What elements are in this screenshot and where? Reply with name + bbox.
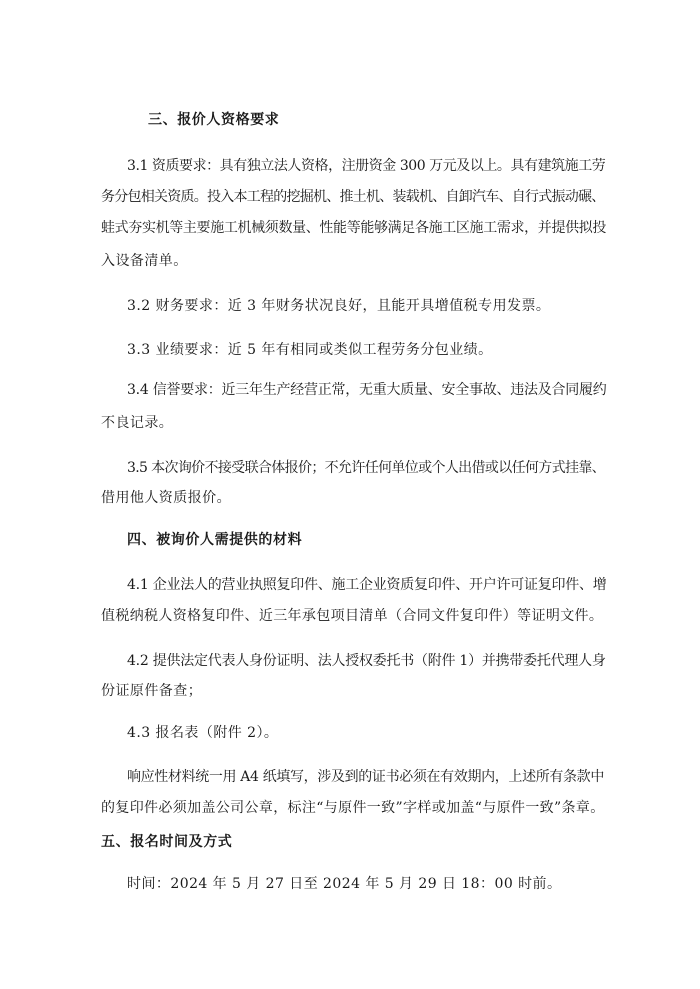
para-3-3: 3.3 业绩要求：近 5 年有相同或类似工程劳务分包业绩。 (127, 342, 493, 358)
para-3-1-line-3: 蛙式夯实机等主要施工机械须数量、性能等能够满足各施工区施工需求，并提供拟投 (101, 220, 607, 236)
para-4-1-line-1: 4.1 企业法人的营业执照复印件、施工企业资质复印件、开户许可证复印件、增 (127, 577, 607, 593)
para-3-1-line-4: 入设备清单。 (101, 253, 188, 269)
para-4-3: 4.3 报名表（附件 2）。 (127, 725, 279, 741)
para-5-1: 时间：2024 年 5 月 27 日至 2024 年 5 月 29 日 18：00 时前。 (127, 876, 562, 892)
para-3-5-line-1: 3.5 本次询价不接受联合体报价；不允许任何单位或个人出借或以任何方式挂靠、 (127, 460, 606, 476)
para-4-2-line-1: 4.2 提供法定代表人身份证明、法人授权委托书（附件 1）并携带委托代理人身 (127, 653, 606, 669)
section-5-heading: 五、报名时间及方式 (101, 834, 233, 850)
section-3-heading: 三、报价人资格要求 (148, 112, 280, 128)
para-3-4-line-1: 3.4 信誉要求：近三年生产经营正常，无重大质量、安全事故、违法及合同履约 (127, 382, 607, 398)
section-4-heading: 四、被询价人需提供的材料 (127, 532, 303, 548)
para-3-1-line-2: 务分包相关资质。投入本工程的挖掘机、推土机、装载机、自卸汽车、自行式振动碾、 (101, 189, 605, 205)
para-3-1-line-1: 3.1 资质要求：具有独立法人资格，注册资金 300 万元及以上。具有建筑施工劳 (127, 158, 606, 174)
para-4-4-line-1: 响应性材料统一用 A4 纸填写，涉及到的证书必须在有效期内，上述所有条款中 (127, 769, 604, 785)
para-3-2: 3.2 财务要求：近 3 年财务状况良好，且能开具增值税专用发票。 (127, 298, 551, 314)
para-3-4-line-2: 不良记录。 (101, 415, 174, 431)
para-4-1-line-2: 值税纳税人资格复印件、近三年承包项目清单（合同文件复印件）等证明文件。 (101, 608, 604, 624)
para-4-4-line-2: 的复印件必须加盖公司公章，标注“与原件一致”字样或加盖“与原件一致”条章。 (101, 800, 605, 816)
para-4-2-line-2: 份证原件备查； (101, 683, 203, 699)
para-3-5-line-2: 借用他人资质报价。 (101, 490, 232, 506)
